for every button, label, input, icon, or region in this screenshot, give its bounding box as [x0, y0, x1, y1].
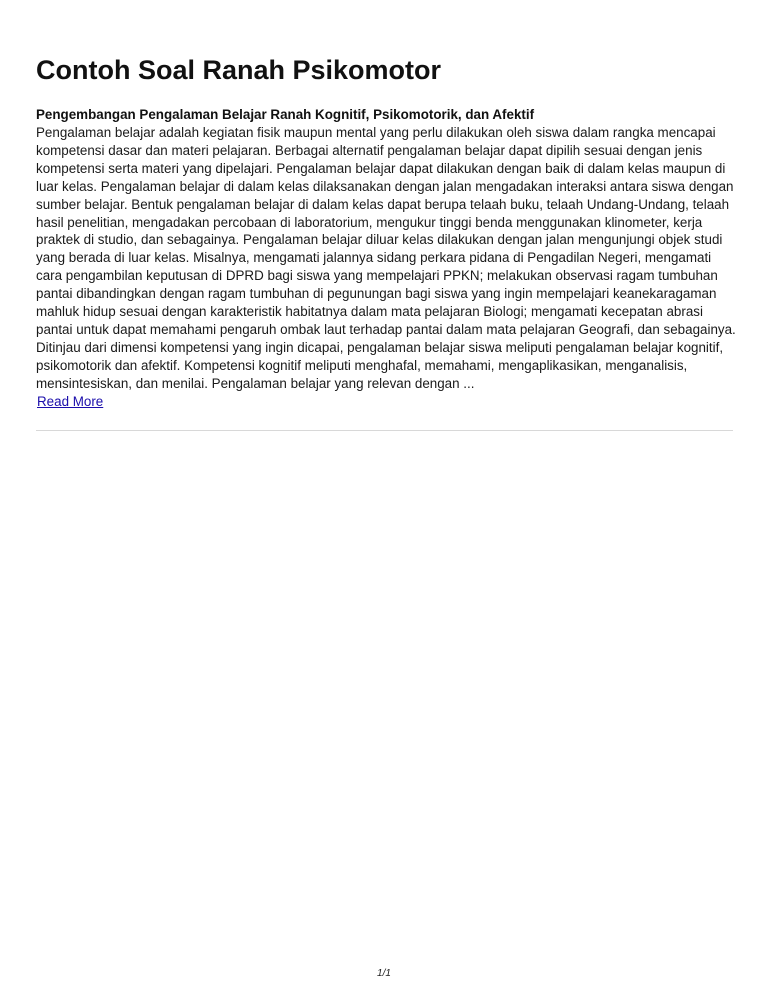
read-more-link[interactable]: Read More: [37, 393, 104, 409]
page-title: Contoh Soal Ranah Psikomotor: [36, 55, 442, 85]
article-divider: [36, 430, 733, 431]
page-number: 1/1: [377, 968, 391, 979]
article-entry: [36, 106, 736, 411]
article-heading: Pengembangan Pengalaman Belajar Ranah Kognitif, Psikomotorik, dan Afektif: [36, 107, 535, 122]
article-body: Pengalaman belajar adalah kegiatan fisik maupun mental yang perlu dilakukan oleh siswa dalam rangka mencapai kompetensi dasar dan materi pelajaran. Berbagai alternatif pengalaman belajar dapat dipilih sesuai dengan jenis kompetensi serta materi yang dipelajari. Pengalaman belajar dapat dilakukan dengan baik di dalam kelas maupun di luar kelas. Pengalaman belajar di dalam kelas dilaksanakan dengan jalan mengadakan interaksi antara siswa dengan sumber belajar. Bentuk pengalaman belajar di dalam kelas dapat berupa telaah buku, telaah Undang-Undang, telaah hasil penelitian, mengadakan percobaan di laboratorium, mengukur tinggi benda menggunakan klinometer, kerja praktek di studio, dan sebagainya. Pengalaman belajar diluar kelas dilakukan dengan jalan mengunjungi objek studi yang berada di luar kelas. Misalnya, mengamati jalannya sidang perkara pidana di Pengadilan Negeri, mengamati cara pengambilan keputusan di DPRD bagi siswa yang mempelajari PPKN; melakukan observasi ragam tumbuhan pantai dibandingkan dengan ragam tumbuhan di pegunungan bagi siswa yang ingin mempelajari keanekaragaman mahluk hidup sesuai dengan karakteristik habitatnya dalam mata pelajaran Biologi; mengamati kecepatan abrasi pantai untuk dapat memahami pengaruh ombak laut terhadap pantai dalam mata pelajaran Geografi, dan sebagainya. Ditinjau dari dimensi kompetensi yang ingin dicapai, pengalaman belajar siswa meliputi pengalaman belajar kognitif, psikomotorik dan afektif. Kompetensi kognitif meliputi menghafal, memahami, mengaplikasikan, menganalisis, mensintesiskan, dan menilai. Pengalaman belajar yang relevan dengan ...: [36, 125, 736, 391]
